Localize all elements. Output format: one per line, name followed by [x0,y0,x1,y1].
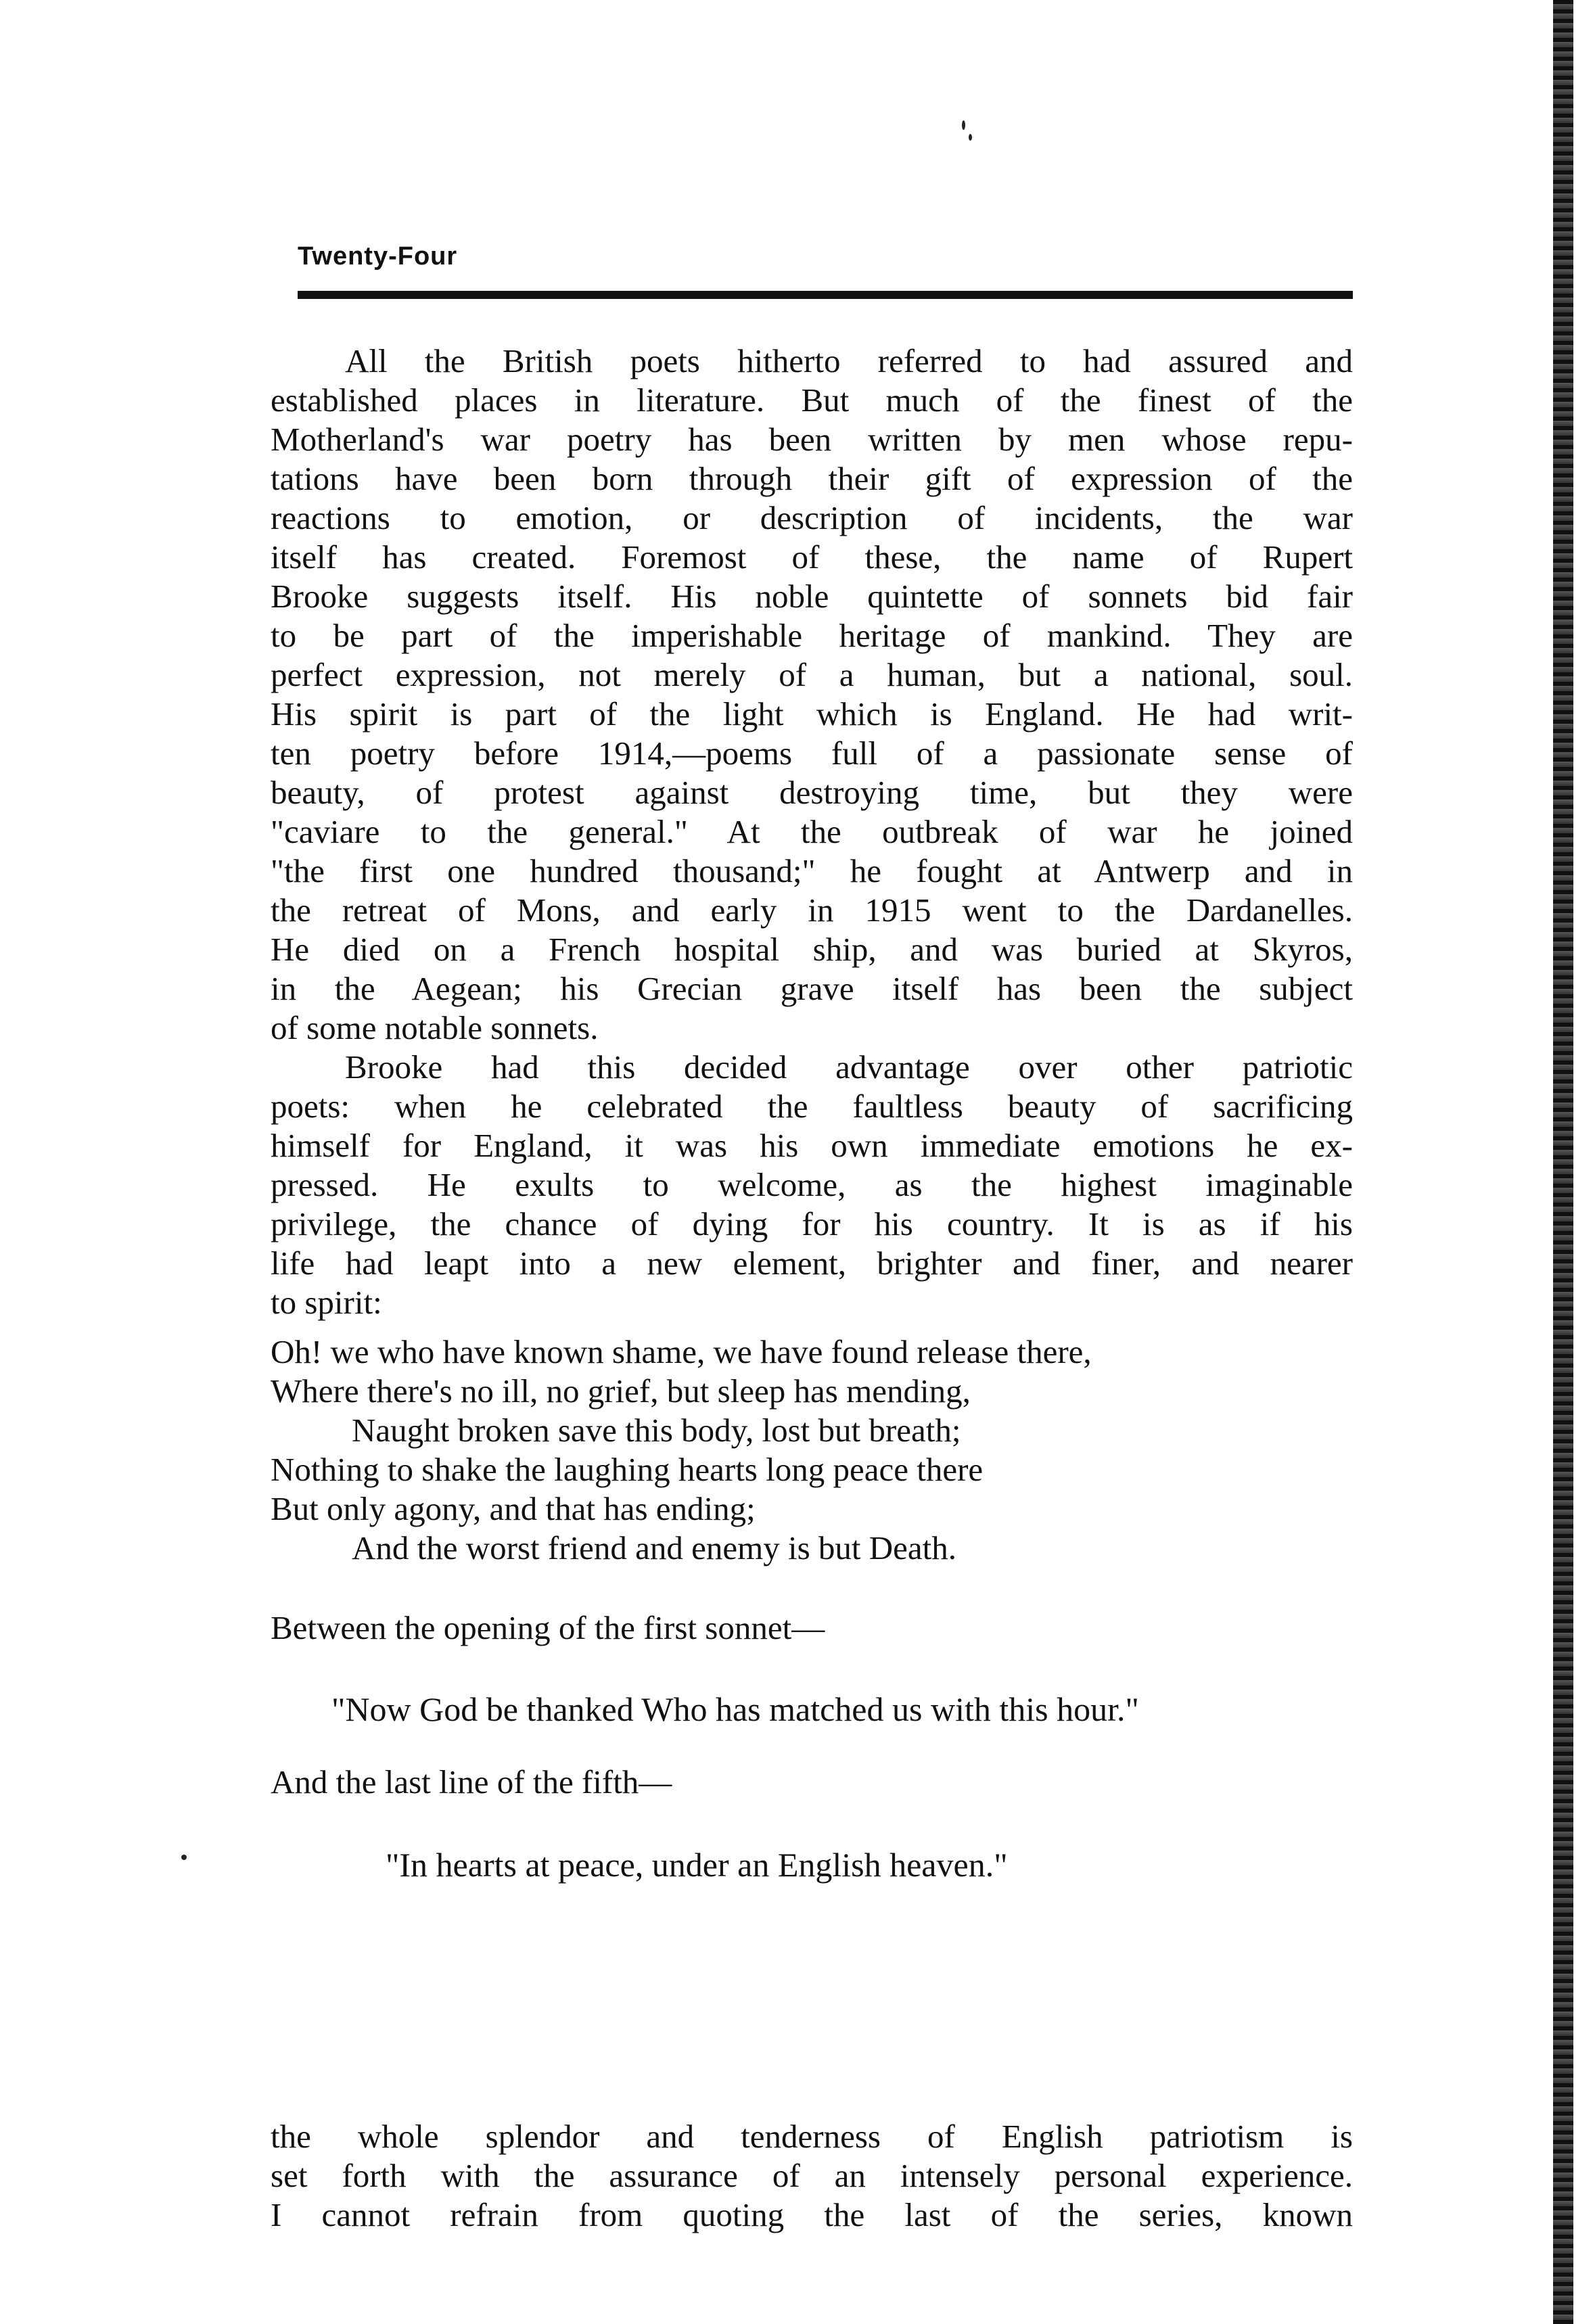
quote-first-sonnet: "Now God be thanked Who has matched us with this hour." [331,1690,1139,1728]
text-line: pressed. He exults to welcome, as the highest imaginable [271,1166,1353,1203]
print-speck [181,1855,187,1860]
poem-line: But only agony, and that has ending; [271,1490,756,1527]
page-header: Twenty-Four [298,242,458,271]
text-line: himself for England, it was his own immediate emotions he ex- [271,1127,1353,1164]
print-speck [962,120,965,130]
poem-line: Oh! we who have known shame, we have found release there, [271,1333,1092,1370]
text-line: Brooke had this decided advantage over other patriotic [345,1048,1353,1086]
text-line: to be part of the imperishable heritage of mankind. They are [271,617,1353,654]
poem-stanza [271,1332,1420,1568]
text-line: life had leapt into a new element, brighter and finer, and nearer [271,1245,1353,1282]
print-speck [969,134,972,141]
between-line: Between the opening of the first sonnet— [271,1609,825,1646]
text-line: the retreat of Mons, and early in 1915 went to the Dardanelles. [271,891,1353,929]
paragraph-1 [271,342,1353,1322]
page-binding-edge [1553,0,1573,2324]
poem-line: And the worst friend and enemy is but Death. [352,1529,957,1566]
text-line: His spirit is part of the light which is England. He had writ- [271,695,1353,733]
poem-line: Nothing to shake the laughing hearts long peace there [271,1451,984,1488]
text-line: ten poetry before 1914,—poems full of a passionate sense of [271,735,1353,772]
text-line: to spirit: [271,1284,382,1321]
poem-line: Naught broken save this body, lost but breath; [352,1412,961,1449]
quote-fifth-sonnet: "In hearts at peace, under an English heaven." [386,1846,1008,1884]
text-line: in the Aegean; his Grecian grave itself has been the subject [271,970,1353,1007]
poem-line: Where there's no ill, no grief, but sleep has mending, [271,1372,971,1410]
text-line: reactions to emotion, or description of incidents, the war [271,499,1353,536]
text-line: set forth with the assurance of an intensely personal experience. [271,2157,1353,2194]
text-line: established places in literature. But much of the finest of the [271,381,1353,419]
text-line: Motherland's war poetry has been written by men whose repu- [271,421,1353,458]
text-line: perfect expression, not merely of a human, but a national, soul. [271,656,1353,693]
text-line: tations have been born through their gift of expression of the [271,460,1353,497]
text-line: I cannot refrain from quoting the last of the series, known [271,2196,1353,2233]
text-line: "the first one hundred thousand;" he fought at Antwerp and in [271,852,1353,889]
closing-paragraph [271,2117,1353,2235]
text-line: All the British poets hitherto referred to had assured and [345,342,1353,379]
text-line: of some notable sonnets. [271,1009,599,1046]
text-line: beauty, of protest against destroying time, but they were [271,774,1353,811]
text-line: privilege, the chance of dying for his country. It is as if his [271,1205,1353,1242]
text-line: "caviare to the general." At the outbreak of war he joined [271,813,1353,850]
text-line: the whole splendor and tenderness of English patriotism is [271,2118,1353,2155]
header-rule [298,291,1353,299]
text-line: Brooke suggests itself. His noble quintette of sonnets bid fair [271,578,1353,615]
text-line: itself has created. Foremost of these, the name of Rupert [271,538,1353,576]
text-line: poets: when he celebrated the faultless beauty of sacrificing [271,1088,1353,1125]
and-last-line: And the last line of the fifth— [271,1763,672,1800]
text-line: He died on a French hospital ship, and was buried at Skyros, [271,931,1353,968]
